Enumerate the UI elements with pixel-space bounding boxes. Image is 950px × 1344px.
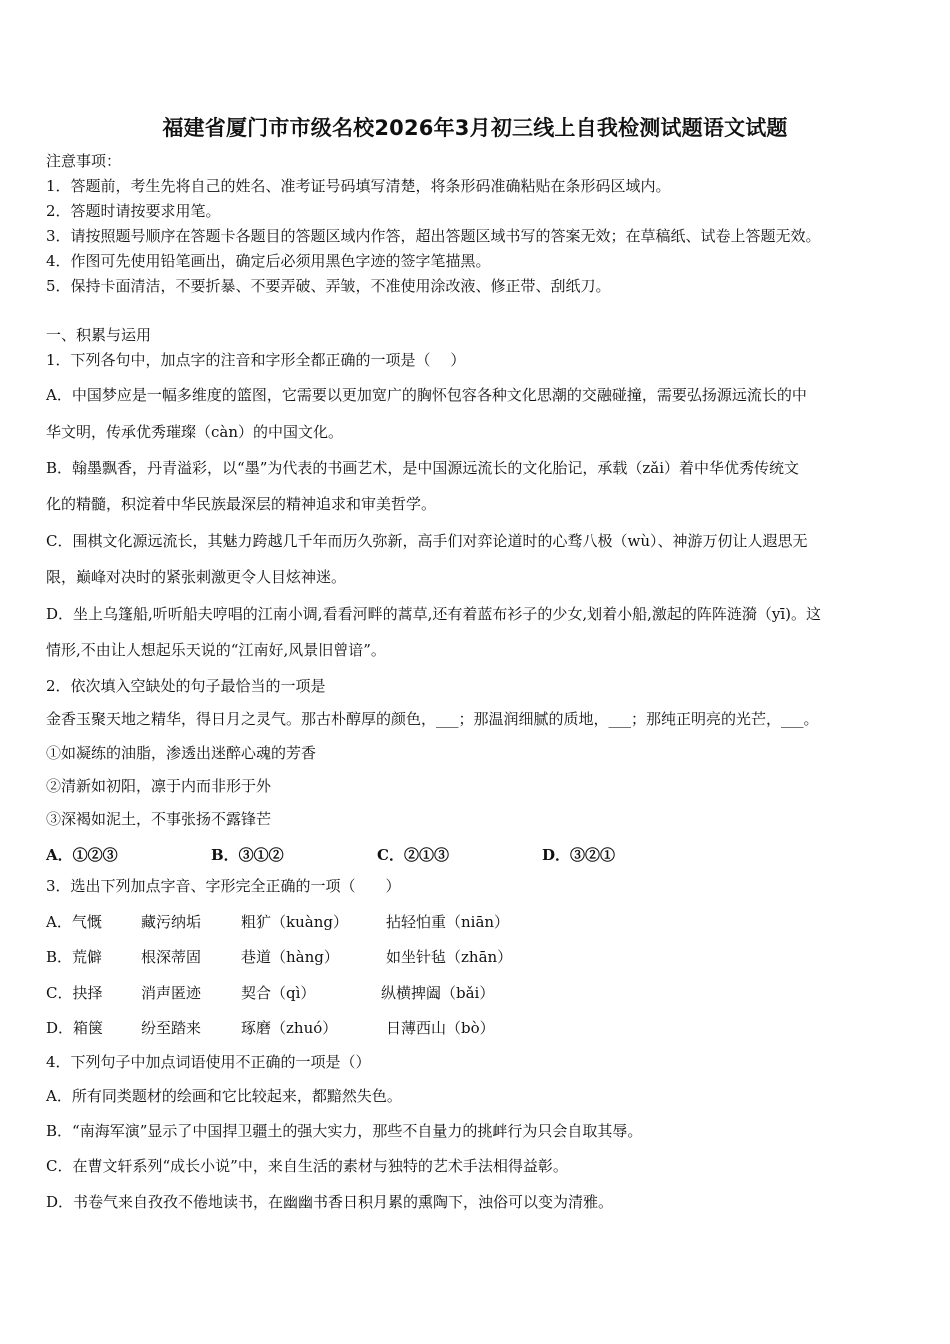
q2-sentence-3: ③深褐如泥土，不事张扬不露锋芒: [46, 810, 272, 828]
q2-option-d: D．③②①: [542, 846, 616, 864]
q1-option-b-line1: B．翰墨飘香，丹青溢彩，以“墨”为代表的书画艺术，是中国源远流长的文化胎记，承载（zǎi）着中华优秀传统文: [46, 459, 800, 477]
q1-option-c-line2: 限，巅峰对决时的紧张刺激更令人目炫神迷。: [46, 568, 347, 586]
q2-sentence-1: ①如凝练的油脂，渗透出迷醉心魂的芳香: [46, 744, 317, 762]
q3-b-word-3: 巷道（hàng）: [241, 948, 339, 966]
q1-option-d-line1: D．坐上乌篷船,听听船夫哼唱的江南小调,看看河畔的蒿草,还有着蓝布衫子的少女,划着小船,激起的阵阵涟漪（yī)。这: [46, 605, 821, 623]
q3-c-word-4: 纵横捭阖（bǎi）: [381, 984, 495, 1002]
q2-option-c: C．②①③: [377, 846, 449, 864]
q3-c-word-1: C．抉择: [46, 984, 103, 1002]
q3-c-word-3: 契合（qì）: [241, 984, 316, 1002]
notes-heading: 注意事项：: [46, 152, 122, 170]
q4-option-b: B．“南海军演”显示了中国捍卫疆土的强大实力，那些不自量力的挑衅行为只会自取其辱。: [46, 1122, 643, 1140]
page-title: 福建省厦门市市级名校2026年3月初三线上自我检测试题语文试题: [162, 116, 788, 140]
note-item: 2．答题时请按要求用笔。: [46, 202, 221, 220]
q2-option-a: A．①②③: [46, 846, 118, 864]
q3-b-word-4: 如坐针毡（zhān）: [386, 948, 513, 966]
q3-d-word-2: 纷至踏来: [141, 1019, 202, 1037]
q2-option-b: B．③①②: [211, 846, 284, 864]
q4-option-a: A．所有同类题材的绘画和它比较起来，都黯然失色。: [46, 1087, 402, 1105]
q3-a-word-3: 粗犷（kuàng）: [241, 913, 348, 931]
q3-b-word-1: B．荒僻: [46, 948, 103, 966]
q2-sentence-2: ②清新如初阳，凛于内而非形于外: [46, 777, 272, 795]
q1-option-c-line1: C．围棋文化源远流长，其魅力跨越几千年而历久弥新，高手们对弈论道时的心骛八极（wù）、神游万仞让人遐思无: [46, 532, 808, 550]
q1-option-b-line2: 化的精髓，积淀着中华民族最深层的精神追求和审美哲学。: [46, 495, 437, 513]
q3-d-word-4: 日薄西山（bò）: [386, 1019, 495, 1037]
q2-passage: 金香玉聚天地之精华，得日月之灵气。那古朴醇厚的颜色，___；那温润细腻的质地，___；那纯正明亮的光芒，___。: [46, 710, 819, 728]
q3-d-word-1: D．箱箧: [46, 1019, 104, 1037]
question-1-stem: 1．下列各句中，加点字的注音和字形全都正确的一项是（ ）: [46, 351, 466, 369]
q1-option-a-line1: A．中国梦应是一幅多维度的篮图，它需要以更加宽广的胸怀包容各种文化思潮的交融碰撞，需要弘扬源远流长的中: [46, 386, 807, 404]
q3-c-word-2: 消声匿迹: [141, 984, 202, 1002]
note-item: 5．保持卡面清洁，不要折暴、不要弄破、弄皱，不准使用涂改液、修正带、刮纸刀。: [46, 277, 611, 295]
question-4-stem: 4．下列句子中加点词语使用不正确的一项是（）: [46, 1053, 371, 1071]
q4-option-d: D．书卷气来自孜孜不倦地读书，在幽幽书香日积月累的熏陶下，浊俗可以变为清雅。: [46, 1193, 614, 1211]
note-item: 1．答题前，考生先将自己的姓名、准考证号码填写清楚，将条形码准确粘贴在条形码区域内。: [46, 177, 671, 195]
question-3-stem: 3．选出下列加点字音、字形完全正确的一项（ ）: [46, 877, 401, 895]
q3-b-word-2: 根深蒂固: [141, 948, 202, 966]
note-item: 3．请按照题号顺序在答题卡各题目的答题区域内作答，超出答题区域书写的答案无效；在草稿纸、试卷上答题无效。: [46, 227, 821, 245]
q3-d-word-3: 琢磨（zhuó）: [241, 1019, 338, 1037]
q3-a-word-1: A．气慨: [46, 913, 102, 931]
question-2-stem: 2．依次填入空缺处的句子最恰当的一项是: [46, 677, 326, 695]
q1-option-a-line2: 华文明，传承优秀璀璨（càn）的中国文化。: [46, 423, 344, 441]
section-heading: 一、积累与运用: [46, 326, 152, 344]
q4-option-c: C．在曹文轩系列“成长小说”中，来自生活的素材与独特的艺术手法相得益彰。: [46, 1157, 568, 1175]
q3-a-word-2: 藏污纳垢: [141, 913, 202, 931]
note-item: 4．作图可先使用铅笔画出，确定后必须用黑色字迹的签字笔描黑。: [46, 252, 491, 270]
q3-a-word-4: 拈轻怕重（niān）: [386, 913, 510, 931]
q1-option-d-line2: 情形,不由让人想起乐天说的“江南好,风景旧曾谙”。: [46, 641, 386, 659]
